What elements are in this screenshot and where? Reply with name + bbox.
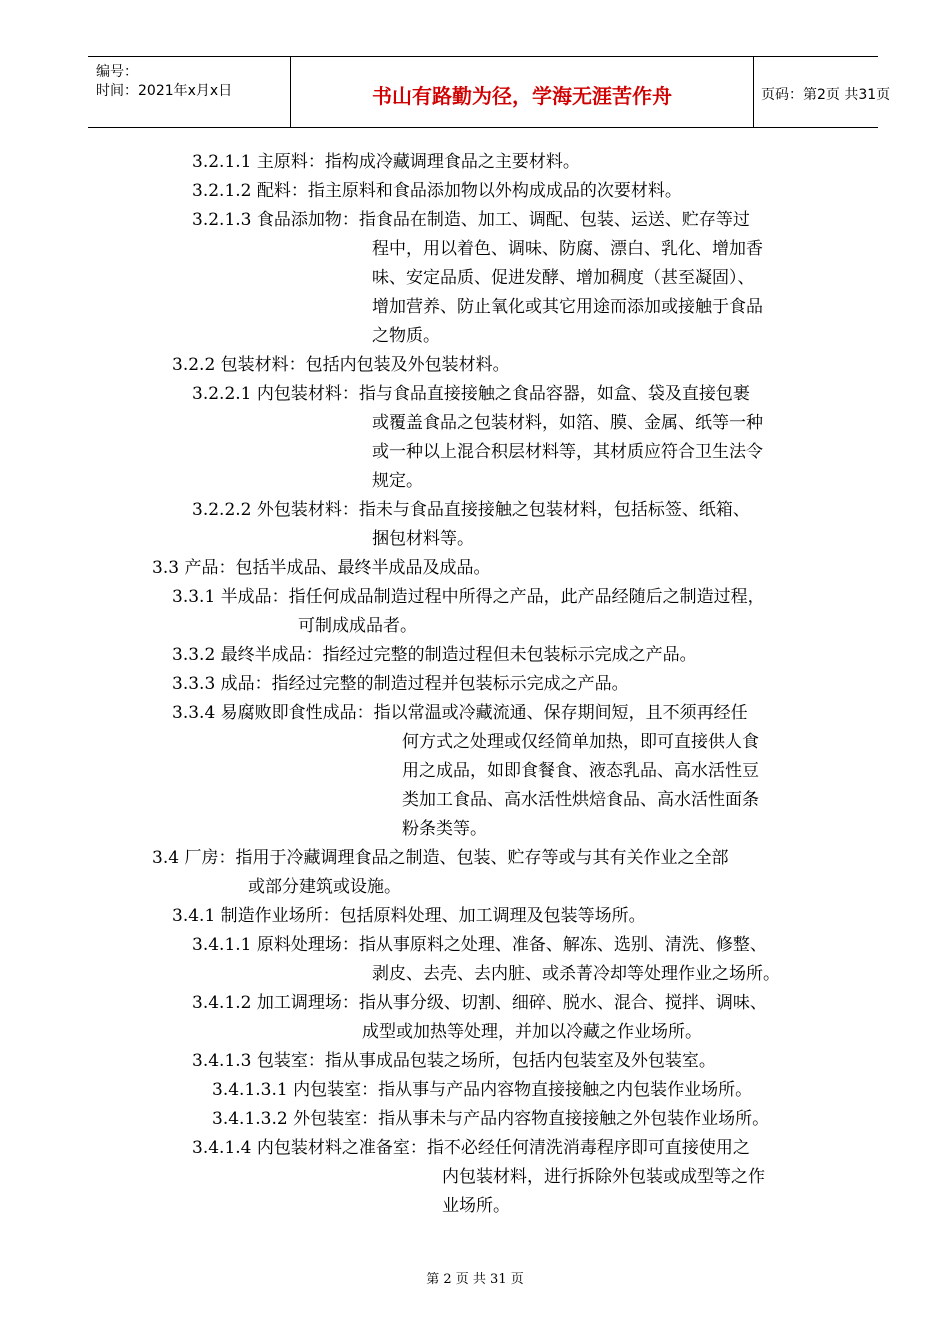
header-motto: 书山有路勤为径，学海无涯苦作舟 [372,84,672,108]
header-motto-cell [290,57,754,127]
body-line: 内包装材料，进行拆除外包装或成型等之作 [442,1167,765,1187]
body-line: 成型或加热等处理，并加以冷藏之作业场所。 [362,1022,702,1042]
body-line: 或覆盖食品之包装材料，如箔、膜、金属、纸等一种 [372,413,763,433]
body-line: 业场所。 [442,1196,510,1216]
body-line: 3.4.1.3 包装室：指从事成品包装之场所，包括内包装室及外包装室。 [192,1051,716,1071]
body-line: 可制成成品者。 [298,616,417,636]
body-line: 增加营养、防止氧化或其它用途而添加或接触于食品 [372,297,763,317]
body-line: 3.4.1.3.2 外包装室：指从事未与产品内容物直接接触之外包装作业场所。 [212,1109,770,1129]
page-header [88,56,891,128]
body-line: 3.2.1.3 食品添加物：指食品在制造、加工、调配、包装、运送、贮存等过 [192,210,750,230]
header-page-number: 页码：第2页 共31页 [761,87,891,103]
body-line: 3.4.1.4 内包装材料之准备室：指不必经任何清洗消毒程序即可直接使用之 [192,1138,750,1158]
body-line: 3.2.1.1 主原料：指构成冷藏调理食品之主要材料。 [192,152,580,172]
body-line: 3.2.2 包装材料：包括内包装及外包装材料。 [172,355,510,375]
document-date-label: 时间：2021年x月x日 [96,83,233,99]
document-number-label: 编号： [96,64,138,80]
header-page-cell [753,57,891,127]
body-line: 剥皮、去壳、去内脏、或杀菁冷却等处理作业之场所。 [372,964,780,984]
body-line: 或一种以上混合积层材料等，其材质应符合卫生法令 [372,442,763,462]
body-line: 程中，用以着色、调味、防腐、漂白、乳化、增加香 [372,239,763,259]
body-line: 何方式之处理或仅经简单加热，即可直接供人食 [402,732,759,752]
body-line: 3.2.2.2 外包装材料：指未与食品直接接触之包装材料，包括标签、纸箱、 [192,500,750,520]
body-line: 之物质。 [372,326,440,346]
body-line: 3.4.1 制造作业场所：包括原料处理、加工调理及包装等场所。 [172,906,646,926]
body-line: 3.4.1.3.1 内包装室：指从事与产品内容物直接接触之内包装作业场所。 [212,1080,753,1100]
body-line: 3.3.3 成品：指经过完整的制造过程并包装标示完成之产品。 [172,674,629,694]
page-footer: 第 2 页 共 31 页 [426,1272,524,1287]
body-line: 捆包材料等。 [372,529,474,549]
body-line: 3.4.1.2 加工调理场：指从事分级、切割、细碎、脱水、混合、搅拌、调味、 [192,993,767,1013]
body-line: 粉条类等。 [402,819,487,839]
body-line: 3.4.1.1 原料处理场：指从事原料之处理、准备、解冻、选别、清洗、修整、 [192,935,767,955]
body-line: 3.3.1 半成品：指任何成品制造过程中所得之产品，此产品经随后之制造过程， [172,587,765,607]
body-line: 规定。 [372,471,423,491]
body-line: 3.2.1.2 配料：指主原料和食品添加物以外构成成品的次要材料。 [192,181,682,201]
body-line: 或部分建筑或设施。 [248,877,401,897]
header-meta-cell [88,57,290,127]
body-line: 类加工食品、高水活性烘焙食品、高水活性面条 [402,790,759,810]
body-line: 3.3.4 易腐败即食性成品：指以常温或冷藏流通、保存期间短，且不须再经任 [172,703,748,723]
body-line: 3.4 厂房：指用于冷藏调理食品之制造、包装、贮存等或与其有关作业之全部 [152,848,729,868]
body-line: 用之成品，如即食餐食、液态乳品、高水活性豆 [402,761,759,781]
body-line: 3.3 产品：包括半成品、最终半成品及成品。 [152,558,491,578]
body-line: 味、安定品质、促进发酵、增加稠度（甚至凝固）、 [372,268,755,288]
body-line: 3.3.2 最终半成品：指经过完整的制造过程但未包装标示完成之产品。 [172,645,697,665]
body-line: 3.2.2.1 内包装材料：指与食品直接接触之食品容器，如盒、袋及直接包裹 [192,384,750,404]
